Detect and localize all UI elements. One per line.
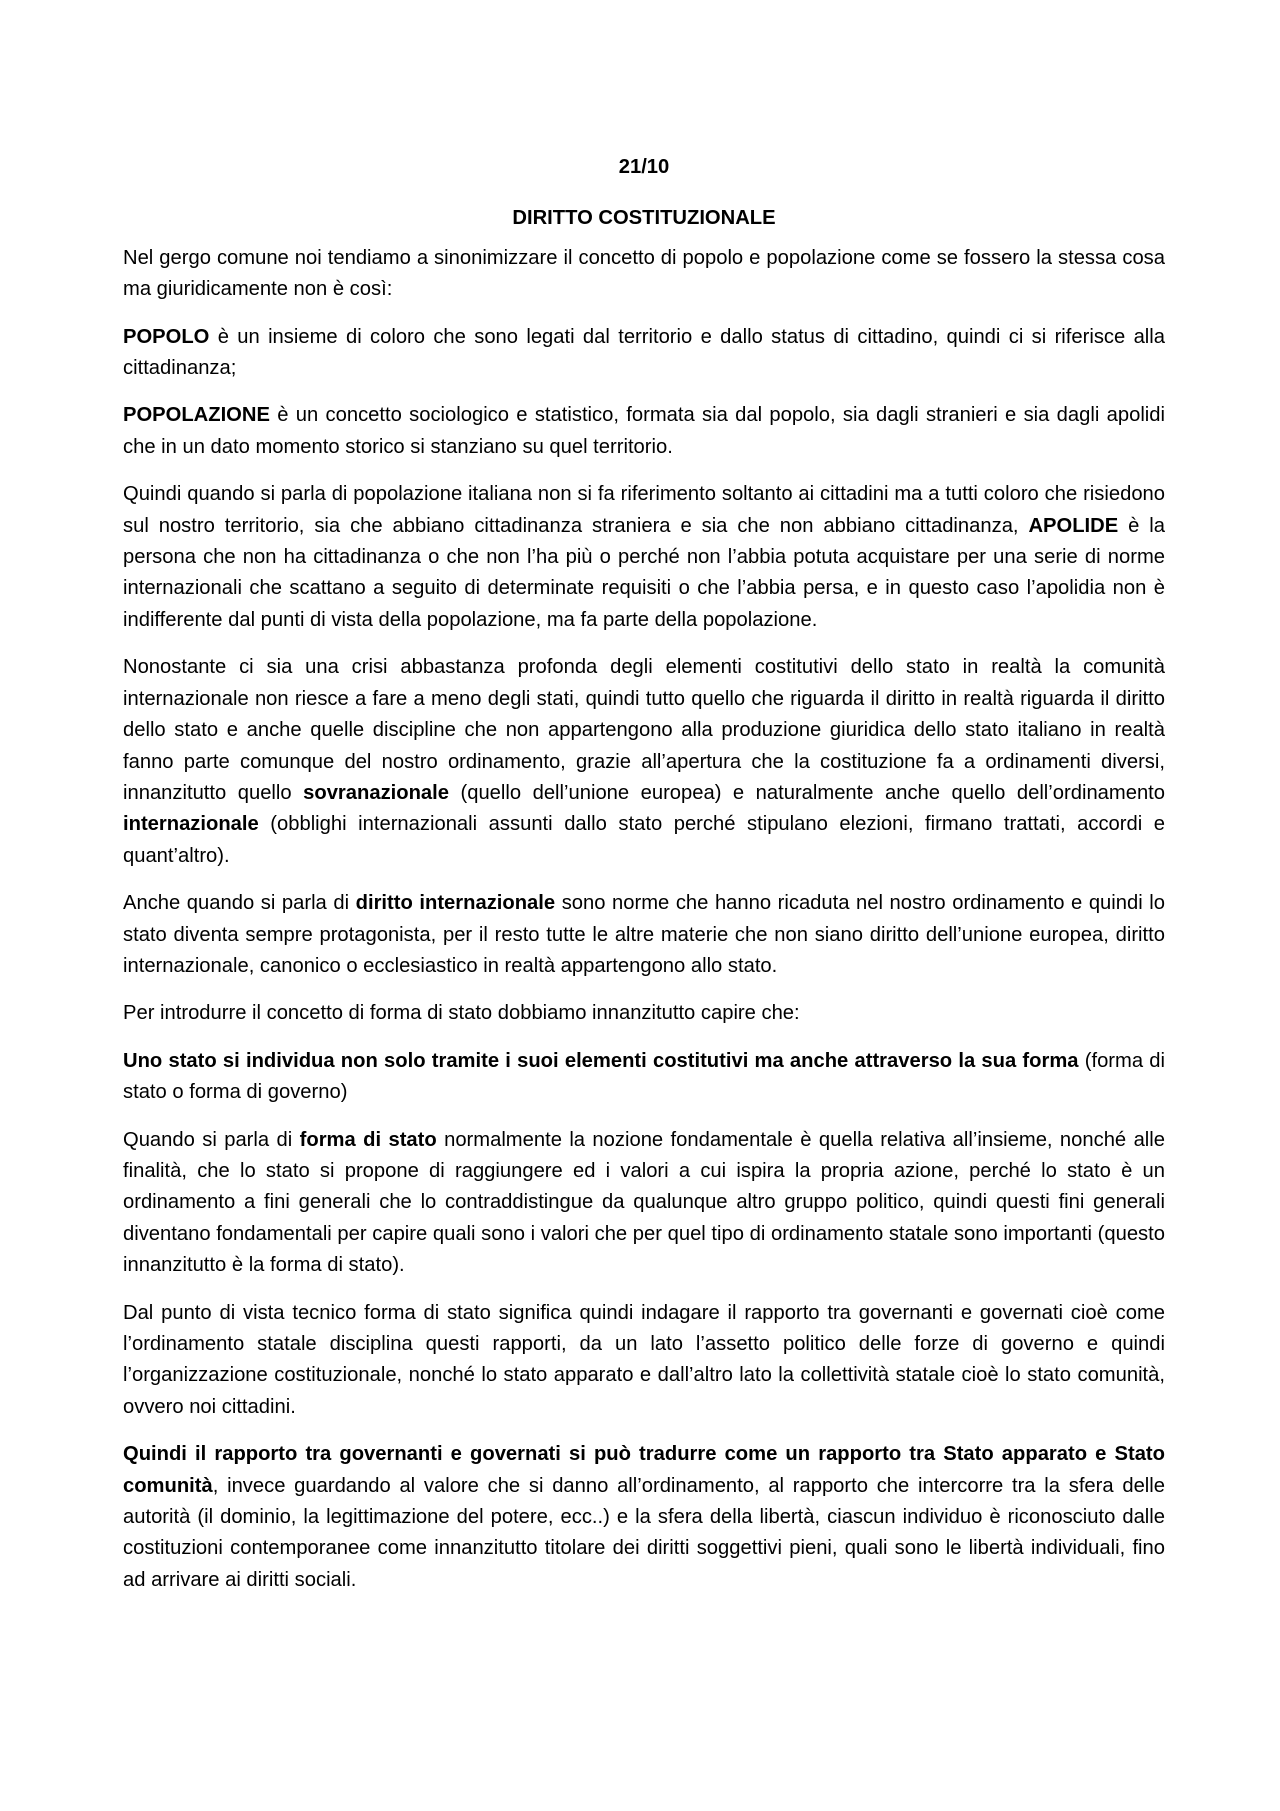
bold-text-segment: internazionale — [123, 813, 259, 836]
text-segment: Dal punto di vista tecnico forma di stato significa quindi indagare il rapporto tra governanti e governati cioè come l’ordinamento statale disciplina questi rapporti, da un lato l’assetto politico delle forze di governo e quindi l’organizzazione costituzionale, nonché lo stato apparato e dall’altro lato la collettività statale cioè lo stato comunità, ovvero noi cittadini. — [123, 1301, 1165, 1418]
document-date: 21/10 — [618, 156, 670, 178]
text-segment: Nel gergo comune noi tendiamo a sinonimizzare il concetto di popolo e popolazione come se fossero la stessa cosa ma giuridicamente non è così: — [123, 246, 1165, 301]
bold-text-segment: sovranazionale — [303, 781, 449, 804]
text-segment: Anche quando si parla di — [123, 892, 356, 915]
text-segment: Quindi quando si parla di popolazione italiana non si fa riferimento soltanto ai cittadini ma a tutti coloro che risiedono sul nostro territorio, sia che abbiano cittadinanza straniera e sia che non abbiano cittadinanza, — [123, 483, 1165, 537]
paragraph — [123, 1298, 1165, 1424]
document-page — [123, 152, 1165, 1612]
paragraph — [123, 888, 1165, 982]
text-segment: (obblighi internazionali assunti dallo stato perché stipulano elezioni, firmano trattati, accordi e quant’altro). — [123, 813, 1165, 867]
text-segment: è un concetto sociologico e statistico, formata sia dal popolo, sia dagli stranieri e sia dagli apolidi che in un dato momento storico si stanziano su quel territorio. — [123, 404, 1165, 458]
text-segment: , invece guardando al valore che si danno all’ordinamento, al rapporto che intercorre tra la sfera delle autorità (il dominio, la legittimazione del potere, ecc..) e la sfera della libertà, ciascun individuo è riconosciuto dalle costituzioni contemporanee come innanzitutto titolare dei diritti soggettivi pieni, quali sono le libertà individuali, fino ad arrivare ai diritti sociali. — [123, 1474, 1165, 1591]
paragraph — [123, 998, 1165, 1029]
text-segment: Per introdurre il concetto di forma di stato dobbiamo innanzitutto capire che: — [123, 1002, 800, 1025]
bold-text-segment: Quindi il rapporto tra governanti e governati si può tradurre come un rapporto tra Stato apparato e Stato comunità — [123, 1443, 1165, 1497]
paragraph — [123, 1046, 1165, 1109]
text-segment: è un insieme di coloro che sono legati dal territorio e dallo status di cittadino, quindi ci si riferisce alla cittadinanza; — [123, 325, 1165, 380]
paragraph — [123, 1439, 1165, 1596]
bold-text-segment: APOLIDE — [1028, 514, 1119, 537]
bold-text-segment: Uno stato si individua non solo tramite i suoi elementi costitutivi ma anche attraverso la sua forma — [123, 1049, 1079, 1072]
bold-text-segment: forma di stato — [299, 1128, 437, 1151]
text-segment: normalmente la nozione fondamentale è quella relativa all’insieme, nonché alle finalità, che lo stato si propone di raggiungere ed i valori a cui ispira la propria azione, perché lo stato è un ordinamento a fini generali che lo contraddistingue da qualunque altro gruppo politico, quindi questi fini generali diventano fondamentali per capire quali sono i valori che per quel tipo di ordinamento statale sono importanti (questo innanzitutto è la forma di stato). — [123, 1128, 1165, 1277]
paragraph — [123, 652, 1165, 872]
paragraph — [123, 243, 1165, 306]
paragraph — [123, 322, 1165, 385]
text-segment: sono norme che hanno ricaduta nel nostro ordinamento e quindi lo stato diventa sempre protagonista, per il resto tutte le altre materie che non siano diritto dell’unione europea, diritto internazionale, canonico o ecclesiastico in realtà appartengono allo stato. — [123, 892, 1165, 977]
text-segment: Quando si parla di — [123, 1128, 300, 1151]
text-segment: (quello dell’unione europea) e naturalmente anche quello dell’ordinamento — [449, 781, 1166, 804]
document-body — [123, 243, 1165, 1596]
document-title: DIRITTO COSTITUZIONALE — [512, 207, 776, 230]
text-segment: è la persona che non ha cittadinanza o che non l’ha più o perché non l’abbia potuta acquistare per una serie di norme internazionali che scattano a seguito di determinate requisiti o che l’abbia persa, e in questo caso l’apolidia non è indifferente dal punti di vista della popolazione, ma fa parte della popolazione. — [123, 514, 1165, 631]
bold-text-segment: diritto internazionale — [355, 892, 556, 915]
bold-text-segment: POPOLAZIONE — [123, 404, 270, 427]
paragraph — [123, 400, 1165, 463]
text-segment: (forma di stato o forma di governo) — [123, 1049, 1165, 1104]
bold-text-segment: POPOLO — [123, 325, 210, 348]
paragraph — [123, 1125, 1165, 1282]
paragraph — [123, 479, 1165, 636]
text-segment: Nonostante ci sia una crisi abbastanza profonda degli elementi costitutivi dello stato in realtà la comunità internazionale non riesce a fare a meno degli stati, quindi tutto quello che riguarda il diritto in realtà riguarda il diritto dello stato e anche quelle discipline che non appartengono alla produzione giuridica dello stato italiano in realtà fanno parte comunque del nostro ordinamento, grazie all’apertura che la costituzione fa a ordinamenti diversi, innanzitutto quello — [123, 656, 1165, 804]
